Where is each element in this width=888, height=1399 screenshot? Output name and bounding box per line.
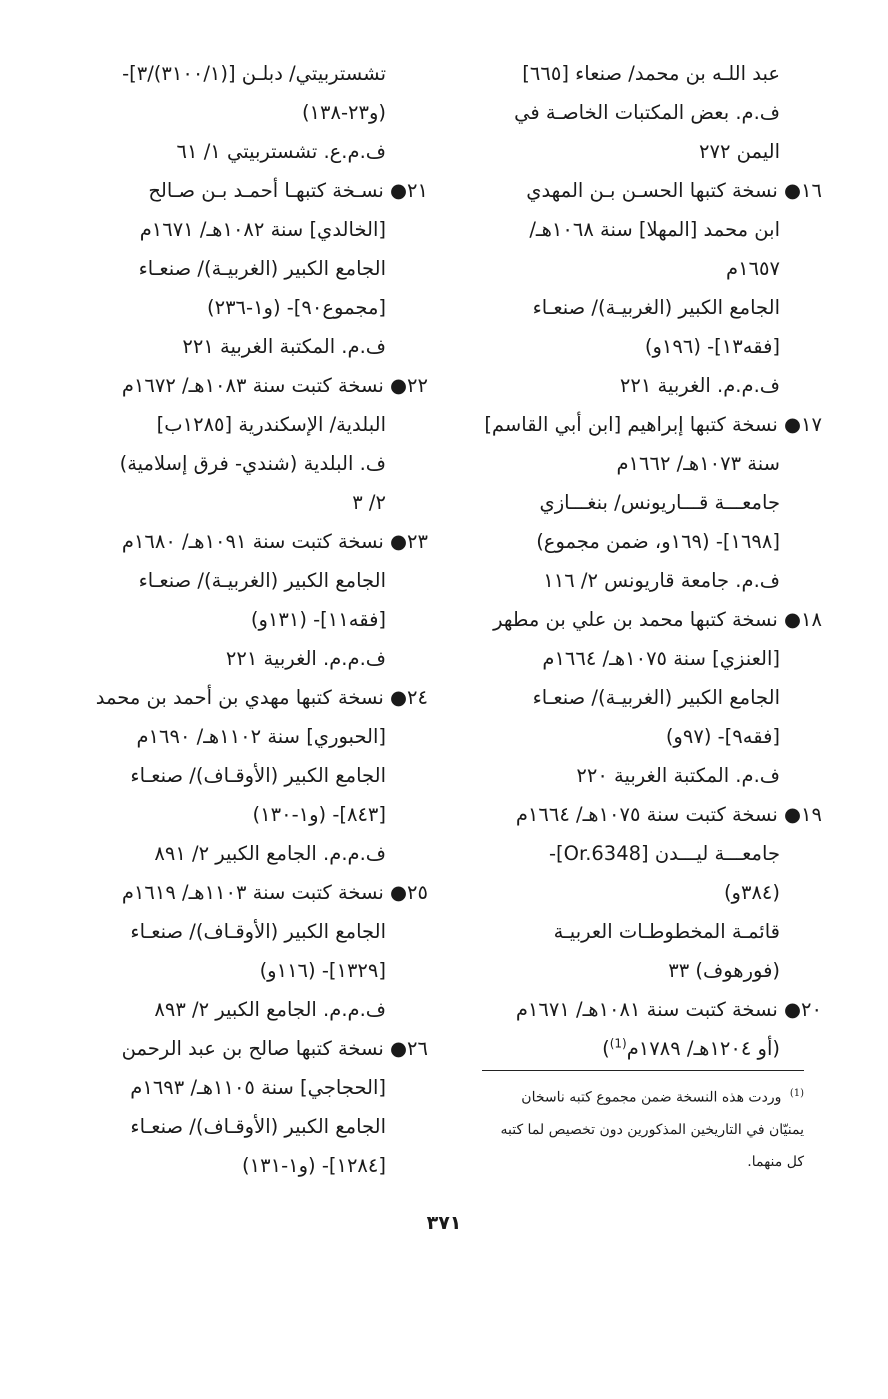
entry-detail-line [70,639,428,678]
entry-detail-line [70,1146,428,1185]
entry-detail-line [70,93,428,132]
entry-detail-line [70,561,428,600]
entry-detail-line [70,951,428,990]
entry-heading-line [472,600,822,639]
entry-detail-line [70,288,428,327]
entry-detail-line [472,444,822,483]
line-text: [فقه١٣]- (١٩٦و) [644,335,780,358]
line-text: (و٢٣-١٣٨) [301,101,386,124]
line-text: ١٧● نسخة كتبها إبراهيم [ابن أبي القاسم] [484,413,822,436]
line-text: ٢٥● نسخة كتبت سنة ١١٠٣هـ/ ١٦١٩م [121,881,428,904]
line-text: ١٦● نسخة كتبها الحسـن بـن المهدي [526,179,822,202]
line-text: [فقه١١]- (١٣١و) [250,608,386,631]
entry-detail-line [472,912,822,951]
entry-detail-line [472,132,822,171]
line-text: ف. البلدية (شندي- فرق إسلامية) [119,452,386,475]
line-text: ٢٣● نسخة كتبت سنة ١٠٩١هـ/ ١٦٨٠م [121,530,428,553]
entry-detail-line [70,327,428,366]
line-text: ف.م.م. الغربية ٢٢١ [619,374,780,397]
footnote-marker: (1) [789,1088,804,1099]
entry-detail-line [70,483,428,522]
line-text: [١٦٩٨]- (١٦٩و، ضمن مجموع) [536,530,780,553]
line-text: [مجموع٩٠]- (و١-٢٣٦) [206,296,386,319]
left-column [70,54,428,1185]
line-text: ٢١● نسـخة كتبهـا أحمـد بـن صـالح [148,179,428,202]
entry-detail-line [70,405,428,444]
line-text: سنة ١٠٧٣هـ/ ١٦٦٢م [616,452,780,475]
entry-detail-line [472,1029,822,1068]
footnote-reference: (1) [609,1036,627,1051]
entry-detail-line [472,522,822,561]
line-text: ٢٢● نسخة كتبت سنة ١٠٨٣هـ/ ١٦٧٢م [121,374,428,397]
line-text: الجامع الكبير (الغربيـة)/ صنعـاء [532,296,780,319]
entry-detail-line [70,912,428,951]
line-text: الجامع الكبير (الأوقـاف)/ صنعـاء [130,764,386,787]
entry-detail-line [472,288,822,327]
line-text: تشستربيتي/ دبلـن [(٣١٠٠/١)/٣]- [122,62,386,85]
entry-detail-line [70,717,428,756]
line-text: [٨٤٣]- (و١-١٣٠) [252,803,386,826]
line-closing: ) [602,1037,610,1060]
entry-detail-line [472,210,822,249]
line-text: ٢/ ٣ [352,491,386,514]
line-text: [١٢٨٤]- (و١-١٣١) [242,1154,386,1177]
line-text: اليمن ٢٧٢ [699,140,780,163]
line-text: [الحبوري] سنة ١١٠٢هـ/ ١٦٩٠م [136,725,386,748]
entry-heading-line [472,795,822,834]
entry-heading-line [472,405,822,444]
entry-detail-line [70,600,428,639]
entry-heading-line [70,366,428,405]
line-text: ١٦٥٧م [726,257,780,280]
entry-detail-line [472,249,822,288]
line-text: الجامع الكبير (الغربيـة)/ صنعـاء [138,569,386,592]
line-text: [فقه٩]- (٩٧و) [665,725,780,748]
entry-detail-line [472,678,822,717]
line-text: قائمـة المخطوطـات العربيـة [553,920,780,943]
line-text: الجامع الكبير (الغربيـة)/ صنعـاء [138,257,386,280]
page-number: ٣٧١ [426,1212,462,1234]
line-text: ف.م. المكتبة الغربية ٢٢١ [182,335,386,358]
line-text: (فورهوف) ٣٣ [668,959,780,982]
footnote-separator [482,1070,804,1071]
entry-heading-line [70,678,428,717]
entry-detail-line [70,249,428,288]
line-text: (٣٨٤و) [723,881,780,904]
entry-detail-line [472,951,822,990]
entry-detail-line [472,756,822,795]
line-text: ٢٠● نسخة كتبت سنة ١٠٨١هـ/ ١٦٧١م [515,998,822,1021]
entry-detail-line [472,327,822,366]
line-text: ف.م. جامعة قاريونس ٢/ ١١٦ [543,569,780,592]
entry-detail-line [70,990,428,1029]
line-text: ف.م. المكتبة الغربية ٢٢٠ [576,764,780,787]
line-text: [١٣٢٩]- (١١٦و) [259,959,386,982]
entry-heading-line [70,873,428,912]
entry-detail-line [472,93,822,132]
line-text: جامعـــة قـــاريونس/ بنغـــازي [539,491,780,514]
line-text: (أو ١٢٠٤هـ/ ١٧٨٩م [626,1037,780,1060]
line-text: ف.م.م. الجامع الكبير ٢/ ٨٩٣ [154,998,386,1021]
right-column [472,54,822,1068]
entry-heading-line [70,1029,428,1068]
line-text: البلدية/ الإسكندرية [١٢٨٥ب] [156,413,386,436]
line-text: ف.م. بعض المكتبات الخاصـة في [514,101,780,124]
line-text: ١٩● نسخة كتبت سنة ١٠٧٥هـ/ ١٦٦٤م [515,803,822,826]
entry-detail-line [472,639,822,678]
entry-detail-line [472,561,822,600]
entry-detail-line [70,795,428,834]
entry-detail-line [472,366,822,405]
line-text: عبد اللـه بن محمد/ صنعاء [٦٦٥] [522,62,780,85]
line-text: جامعـــة ليـــدن [Or.6348]- [548,842,780,865]
line-text: الجامع الكبير (الأوقـاف)/ صنعـاء [130,1115,386,1138]
line-text: [العنزي] سنة ١٠٧٥هـ/ ١٦٦٤م [542,647,780,670]
entry-detail-line [70,756,428,795]
entry-detail-line [70,444,428,483]
footnote [482,1078,804,1178]
entry-detail-line [70,834,428,873]
line-text: [الخالدي] سنة ١٠٨٢هـ/ ١٦٧١م [139,218,386,241]
entry-heading-line [472,171,822,210]
entry-heading-line [472,990,822,1029]
line-text: الجامع الكبير (الغربيـة)/ صنعـاء [532,686,780,709]
entry-detail-line [472,873,822,912]
entry-detail-line [70,1068,428,1107]
line-text: ف.م.م. الجامع الكبير ٢/ ٨٩١ [154,842,386,865]
entry-detail-line [70,54,428,93]
entry-detail-line [472,54,822,93]
entry-detail-line [70,1107,428,1146]
line-text: ١٨● نسخة كتبها محمد بن علي بن مطهر [493,608,822,631]
line-text: ف.م.ع. تشستربيتي ١/ ٦١ [176,140,386,163]
line-text: ٢٤● نسخة كتبها مهدي بن أحمد بن محمد [95,686,428,709]
line-text: الجامع الكبير (الأوقـاف)/ صنعـاء [130,920,386,943]
line-text: ف.م.م. الغربية ٢٢١ [225,647,386,670]
line-text: [الحجاجي] سنة ١١٠٥هـ/ ١٦٩٣م [130,1076,386,1099]
entry-detail-line [70,132,428,171]
line-text: ابن محمد [المهلا] سنة ١٠٦٨هـ/ [529,218,780,241]
entry-heading-line [70,522,428,561]
entry-heading-line [70,171,428,210]
entry-detail-line [472,834,822,873]
entry-detail-line [472,483,822,522]
footnote-text: وردت هذه النسخة ضمن مجموع كتبه ناسخان يمنيّان في التاريخين المذكورين دون تخصيص لما كتبه كل منهما. [500,1089,804,1170]
entry-detail-line [70,210,428,249]
line-text: ٢٦● نسخة كتبها صالح بن عبد الرحمن [121,1037,428,1060]
entry-detail-line [472,717,822,756]
